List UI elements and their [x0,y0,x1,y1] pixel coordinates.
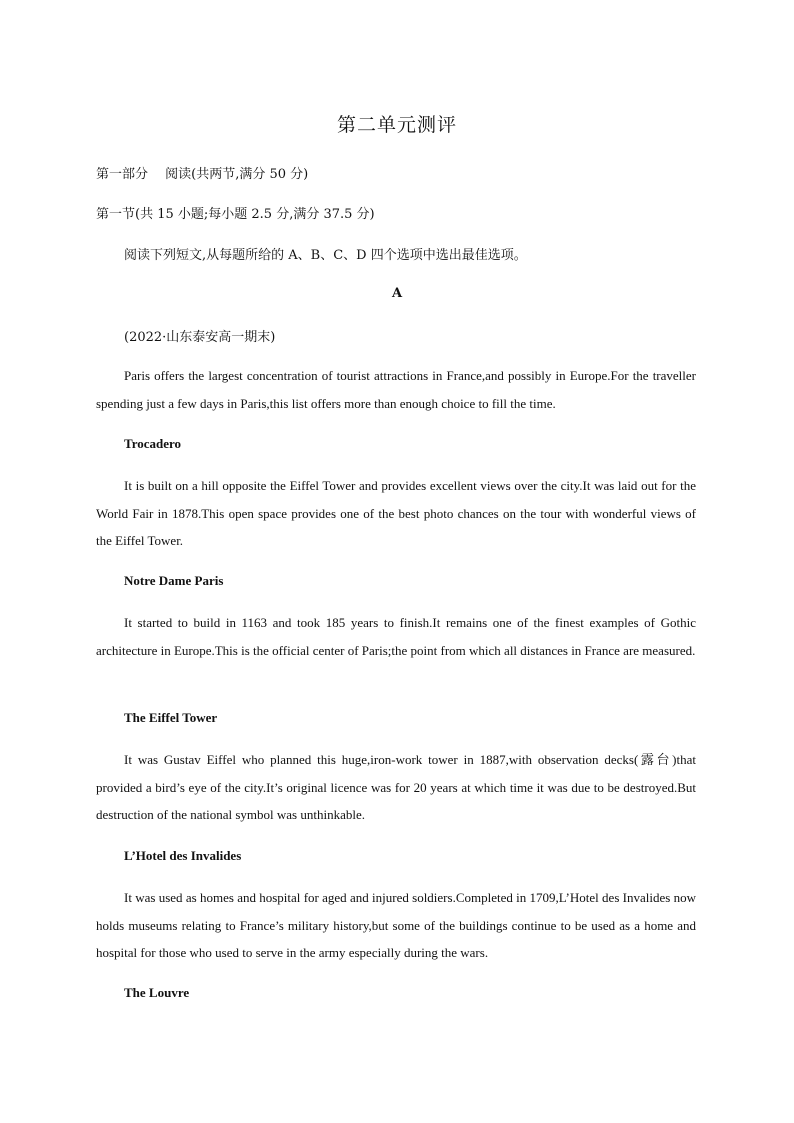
section-heading-louvre: The Louvre [124,985,190,1000]
passage-label: A [391,286,403,301]
page-title: 第二单元测评 [336,114,457,136]
section-heading-trocadero: Trocadero [124,436,182,451]
section-text-notre-dame: It started to build in 1163 and took 185 years to finish.It remains one of the finest examples of Gothic architecture in Europe.This is the official center of Paris;the point from which all distances in France are measured. [96,615,696,658]
part-heading: 第一部分 阅读(共两节,满分 50 分) [96,167,309,182]
section-heading-notre-dame: Notre Dame Paris [124,573,224,588]
intro-paragraph: Paris offers the largest concentration of tourist attractions in France,and possibly in Europe.For the traveller spending just a few days in Paris,this list offers more than enough choice to fill the time. [96,368,696,411]
source-note: (2022·山东泰安高一期末) [124,330,276,345]
section-heading-eiffel-tower: The Eiffel Tower [124,710,218,725]
section-heading: 第一节(共 15 小题;每小题 2.5 分,满分 37.5 分) [96,207,375,222]
instruction-text: 阅读下列短文,从每题所给的 A、B、C、D 四个选项中选出最佳选项。 [124,248,527,263]
section-text-invalides: It was used as homes and hospital for aged and injured soldiers.Completed in 1709,L’Hotel des Invalides now holds museums relating to France’s military history,but some of the buildings continue to be used as a home and hospital for those who used to serve in the army especially during the wars. [96,890,696,960]
section-text-eiffel-tower: It was Gustav Eiffel who planned this huge,iron-work tower in 1887,with observation decks(露台)that provided a bird’s eye of the city.It’s original licence was for 20 years at which time it was due to be destroyed.But destruction of the national symbol was unthinkable. [96,752,696,822]
section-text-trocadero: It is built on a hill opposite the Eiffel Tower and provides excellent views over the city.It was laid out for the World Fair in 1878.This open space provides one of the best photo chances on the tour with wonderful views of the Eiffel Tower. [96,478,696,548]
section-heading-invalides: L’Hotel des Invalides [124,848,242,863]
